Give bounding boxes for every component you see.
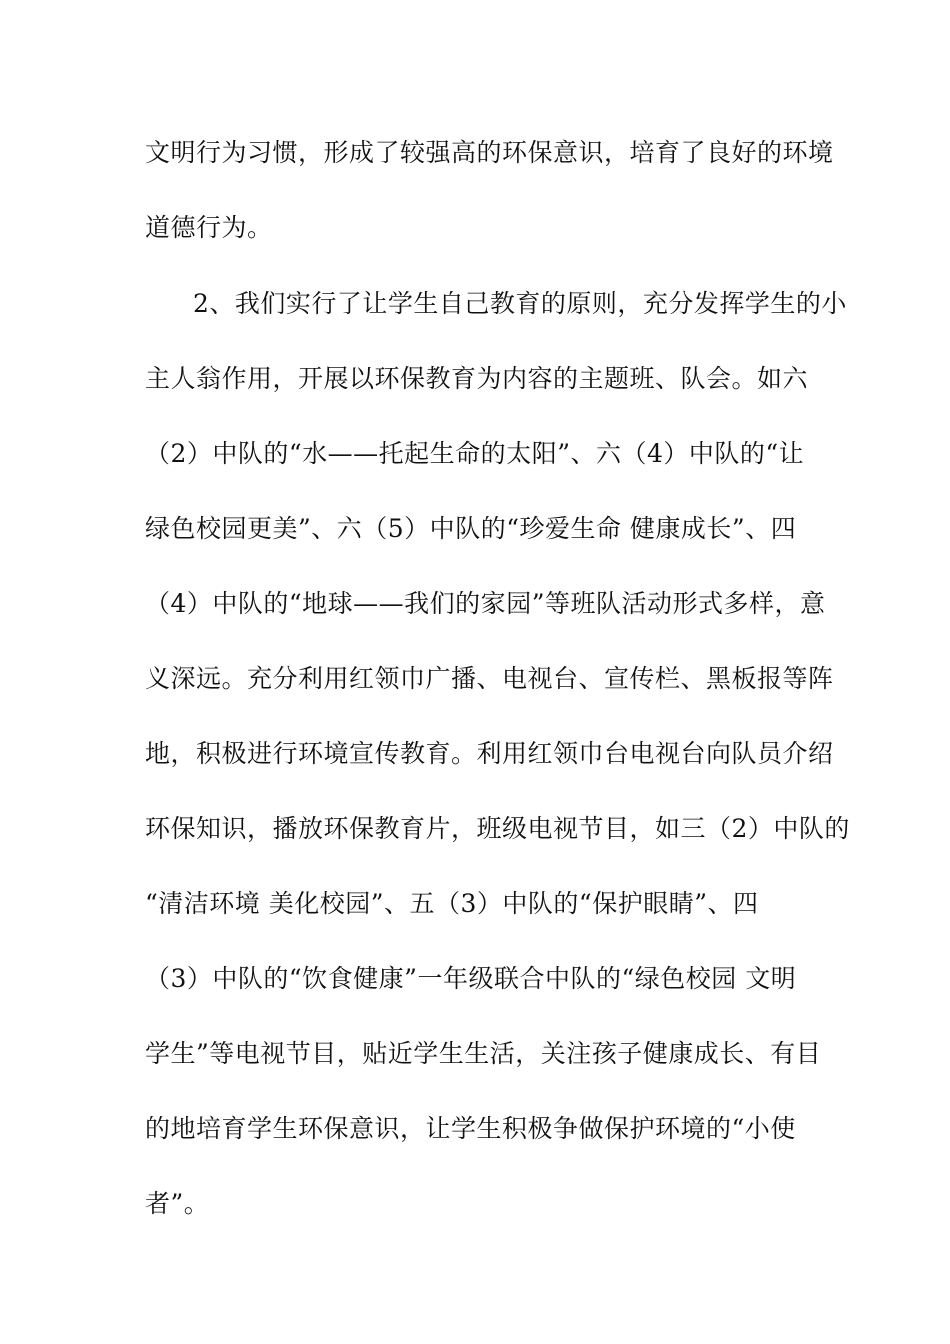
text-line-13: 学生”等电视节目，贴近学生生活，关注孩子健康成长、有目 <box>145 1039 822 1068</box>
text-line-2: 道德行为。 <box>145 213 273 242</box>
text-line-8: 义深远。充分利用红领巾广播、电视台、宣传栏、黑板报等阵 <box>145 664 834 693</box>
text-line-1: 文明行为习惯，形成了较强高的环保意识，培育了良好的环境 <box>145 138 834 167</box>
text-line-3: 2、我们实行了让学生自己教育的原则，充分发挥学生的小 <box>193 289 847 318</box>
text-line-6: 绿色校园更美”、六（5）中队的“珍爱生命 健康成长”、四 <box>145 514 797 543</box>
text-line-7: （4）中队的“地球——我们的家园”等班队活动形式多样，意 <box>145 589 826 618</box>
text-line-12: （3）中队的“饮食健康”一年级联合中队的“绿色校园 文明 <box>145 964 797 993</box>
text-line-14: 的地培育学生环保意识，让学生积极争做保护环境的“小使 <box>145 1114 796 1143</box>
text-line-10: 环保知识，播放环保教育片，班级电视节目，如三（2）中队的 <box>145 814 850 843</box>
text-line-15: 者”。 <box>145 1189 210 1218</box>
text-line-4: 主人翁作用，开展以环保教育为内容的主题班、队会。如六 <box>145 364 809 393</box>
text-line-11: “清洁环境 美化校园”、五（3）中队的“保护眼睛”、四 <box>145 889 759 918</box>
text-line-5: （2）中队的“水——托起生命的太阳”、六（4）中队的“让 <box>145 439 805 468</box>
text-line-9: 地，积极进行环境宣传教育。利用红领巾台电视台向队员介绍 <box>145 739 834 768</box>
